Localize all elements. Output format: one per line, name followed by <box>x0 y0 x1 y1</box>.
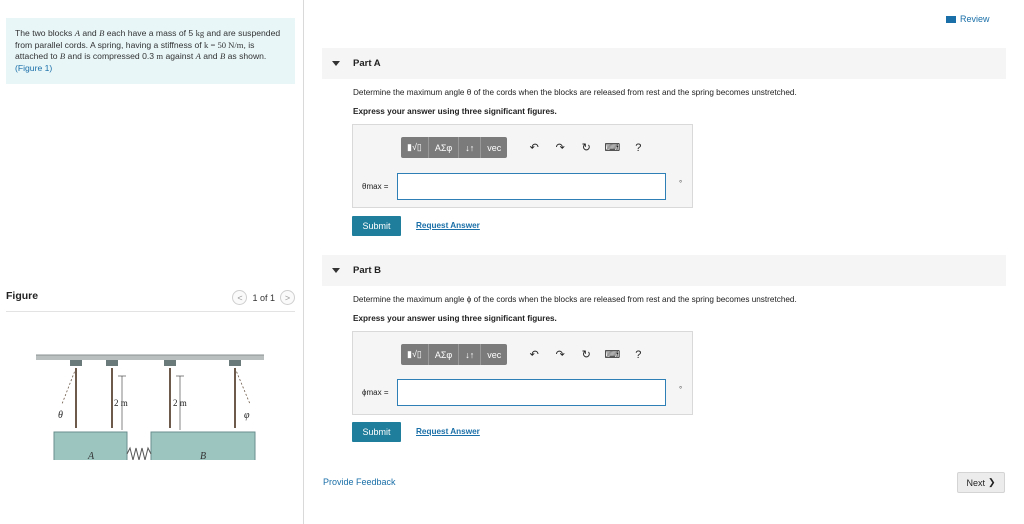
part-b-header[interactable] <box>322 255 1006 286</box>
part-b-submit-button[interactable]: Submit <box>352 422 401 442</box>
vec-button[interactable]: vec <box>487 349 502 360</box>
chevron-left-icon: < <box>237 292 243 303</box>
block-b-label: B <box>200 451 207 460</box>
redo-icon[interactable]: ↷ <box>555 142 565 154</box>
stiffness-expr: k = 50 N/m <box>204 39 244 50</box>
undo-icon[interactable]: ↶ <box>529 142 539 154</box>
cords <box>76 368 235 428</box>
arrows-button[interactable]: ↓↑ <box>459 344 481 365</box>
greek-button[interactable]: ΑΣφ <box>429 137 459 158</box>
collapse-triangle-icon <box>332 61 340 66</box>
figure-title: Figure <box>6 290 39 302</box>
part-a-label: Part A <box>353 58 381 69</box>
problem-text: The two blocks <box>15 28 75 38</box>
var-b: B <box>59 51 66 61</box>
collapse-triangle-icon <box>332 268 340 273</box>
vec-button[interactable]: vec <box>487 142 502 153</box>
var-b: B <box>99 28 105 38</box>
problem-text: and are suspended from parallel cords. A spring, having a stiffness of <box>15 28 281 50</box>
math-toolbar <box>401 137 651 158</box>
next-button[interactable] <box>957 472 1005 493</box>
part-a-submit-button[interactable]: Submit <box>352 216 401 236</box>
help-icon[interactable]: ? <box>635 348 642 361</box>
phi-label: φ <box>244 410 250 421</box>
length-label-right: 2 m <box>173 398 187 408</box>
toolbar-group <box>401 344 507 365</box>
greek-button[interactable]: ΑΣφ <box>429 344 459 365</box>
part-a-header[interactable] <box>322 48 1006 79</box>
answer-unit: ° <box>679 385 683 394</box>
answer-label: θmax = <box>362 182 389 191</box>
hangers <box>70 360 241 366</box>
reset-icon[interactable]: ↻ <box>581 142 591 154</box>
figure-link[interactable]: (Figure 1) <box>15 62 53 73</box>
keyboard-icon[interactable]: ⌨ <box>604 142 621 154</box>
unit-m: m <box>156 51 164 61</box>
math-toolbar <box>401 344 651 365</box>
template-button[interactable]: ▮√▯ <box>401 344 429 365</box>
template-button[interactable]: ▮√▯ <box>401 137 429 158</box>
reset-icon[interactable]: ↻ <box>581 349 591 361</box>
part-a-request-answer-link[interactable]: Request Answer <box>416 221 480 230</box>
part-a-instruction: Express your answer using three significant figures. <box>353 107 557 116</box>
problem-text: and <box>200 51 220 61</box>
problem-text: against <box>163 51 196 61</box>
var-a: A <box>74 28 80 38</box>
problem-text: and <box>79 28 100 38</box>
provide-feedback-link[interactable]: Provide Feedback <box>323 477 396 487</box>
chevron-right-icon: > <box>284 292 291 303</box>
figure-diagram <box>36 348 266 460</box>
pager-text: 1 of 1 <box>252 292 275 303</box>
problem-text: each have a mass of 5 <box>104 28 196 38</box>
answer-label: ϕmax = <box>362 388 389 397</box>
problem-text: as shown. <box>225 51 267 61</box>
undo-icon[interactable]: ↶ <box>529 349 539 361</box>
help-icon[interactable]: ? <box>635 141 642 154</box>
part-b-label: Part B <box>353 265 381 276</box>
answer-unit: ° <box>679 179 683 188</box>
spring <box>127 448 151 460</box>
toolbar-group <box>401 137 507 158</box>
length-label-left: 2 m <box>114 398 128 408</box>
review-label: Review <box>960 14 990 24</box>
block-a-label: A <box>88 451 95 460</box>
chevron-right-icon: ❯ <box>987 477 996 487</box>
next-label: Next <box>966 477 985 488</box>
prev-figure-button[interactable] <box>232 290 247 305</box>
answer-input[interactable] <box>397 379 666 406</box>
review-link[interactable] <box>946 14 990 24</box>
review-icon <box>946 16 956 23</box>
next-figure-button[interactable] <box>280 290 295 305</box>
problem-text: and is compressed 0.3 <box>65 51 157 61</box>
problem-text: , is attached to <box>15 39 255 61</box>
problem-statement <box>6 18 295 84</box>
var-a: A <box>195 51 201 61</box>
part-b-request-answer-link[interactable]: Request Answer <box>416 427 480 436</box>
var-b: B <box>219 51 226 61</box>
figure-header <box>6 290 295 312</box>
unit-kg: kg <box>195 28 205 38</box>
theta-label: θ <box>58 410 63 421</box>
answer-input[interactable] <box>397 173 666 200</box>
part-a-question: Determine the maximum angle θ of the cords when the blocks are released from rest and the spring becomes unstretched. <box>353 88 797 97</box>
part-b-answer-editor <box>352 331 693 415</box>
keyboard-icon[interactable]: ⌨ <box>604 349 621 361</box>
column-divider <box>303 0 304 524</box>
redo-icon[interactable]: ↷ <box>555 349 565 361</box>
ceiling <box>36 355 264 360</box>
part-b-instruction: Express your answer using three significant figures. <box>353 314 557 323</box>
figure-pager <box>232 290 295 305</box>
part-a-answer-editor <box>352 124 693 208</box>
arrows-button[interactable]: ↓↑ <box>459 137 481 158</box>
part-b-question: Determine the maximum angle ϕ of the cords when the blocks are released from rest and the spring becomes unstretched. <box>353 295 797 304</box>
